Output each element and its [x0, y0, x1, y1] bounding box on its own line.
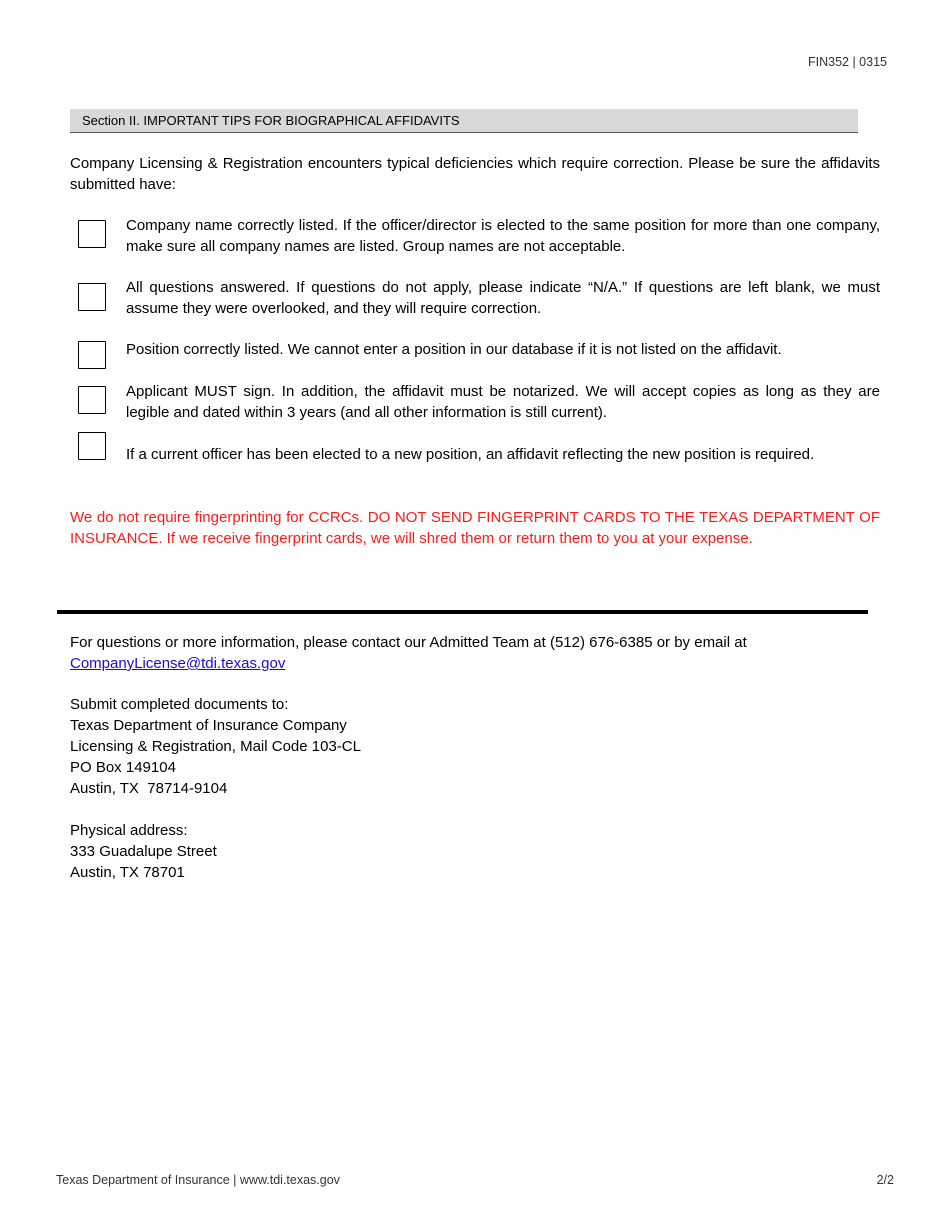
- tip-text: Applicant MUST sign. In addition, the affidavit must be notarized. We will accept copies as long as they are legible and dated within 3 years (and all other information is still current).: [126, 383, 880, 421]
- tip-text: Position correctly listed. We cannot enter a position in our database if it is not listed on the affidavit.: [126, 341, 782, 358]
- form-code: FIN352 | 0315: [808, 55, 887, 69]
- page-number: 2/2: [876, 1173, 894, 1187]
- tip-item: [70, 444, 880, 486]
- tip-text: Company name correctly listed. If the officer/director is elected to the same position for more than one company, make sure all company names are listed. Group names are not acceptable.: [126, 217, 880, 255]
- address-line: 333 Guadalupe Street: [70, 843, 217, 860]
- physical-address: [70, 820, 217, 883]
- address-line: Licensing & Registration, Mail Code 103-CL: [70, 738, 361, 755]
- tip-item: [70, 339, 880, 381]
- mailing-address: [70, 694, 361, 799]
- email-link[interactable]: CompanyLicense@tdi.texas.gov: [70, 655, 286, 672]
- address-line: Austin, TX 78714-9104: [70, 780, 228, 797]
- fingerprint-warning: We do not require fingerprinting for CCRCs. DO NOT SEND FINGERPRINT CARDS TO THE TEXAS DEPARTMENT OF INSURANCE. If we receive fingerprint cards, we will shred them or return them to you at your expense.: [70, 509, 880, 547]
- tips-checklist: [70, 215, 880, 486]
- address-line: PO Box 149104: [70, 759, 176, 776]
- divider-rule: [57, 610, 868, 614]
- intro-paragraph: Company Licensing & Registration encounters typical deficiencies which require correction. Please be sure the affidavits submitted have:: [70, 155, 880, 193]
- tip-checkbox[interactable]: [78, 283, 106, 311]
- tip-item: [70, 215, 880, 277]
- contact-text: For questions or more information, please contact our Admitted Team at (512) 676-6385 or by email at: [70, 634, 747, 651]
- address-line: Austin, TX 78701: [70, 864, 185, 881]
- tip-checkbox[interactable]: [78, 432, 106, 460]
- tip-checkbox[interactable]: [78, 220, 106, 248]
- tip-item: [70, 381, 880, 444]
- tip-text: All questions answered. If questions do not apply, please indicate “N/A.” If questions are left blank, we must assume they were overlooked, and they will require correction.: [126, 279, 880, 317]
- address-line: Texas Department of Insurance Company: [70, 717, 347, 734]
- footer-agency: Texas Department of Insurance | www.tdi.texas.gov: [56, 1173, 340, 1187]
- section-header: Section II. IMPORTANT TIPS FOR BIOGRAPHICAL AFFIDAVITS: [70, 109, 858, 133]
- mailing-label: Submit completed documents to:: [70, 696, 289, 713]
- tip-item: [70, 277, 880, 339]
- physical-label: Physical address:: [70, 822, 188, 839]
- tip-checkbox[interactable]: [78, 341, 106, 369]
- tip-checkbox[interactable]: [78, 386, 106, 414]
- contact-info: [70, 632, 880, 674]
- tip-text: If a current officer has been elected to a new position, an affidavit reflecting the new position is required.: [126, 446, 815, 463]
